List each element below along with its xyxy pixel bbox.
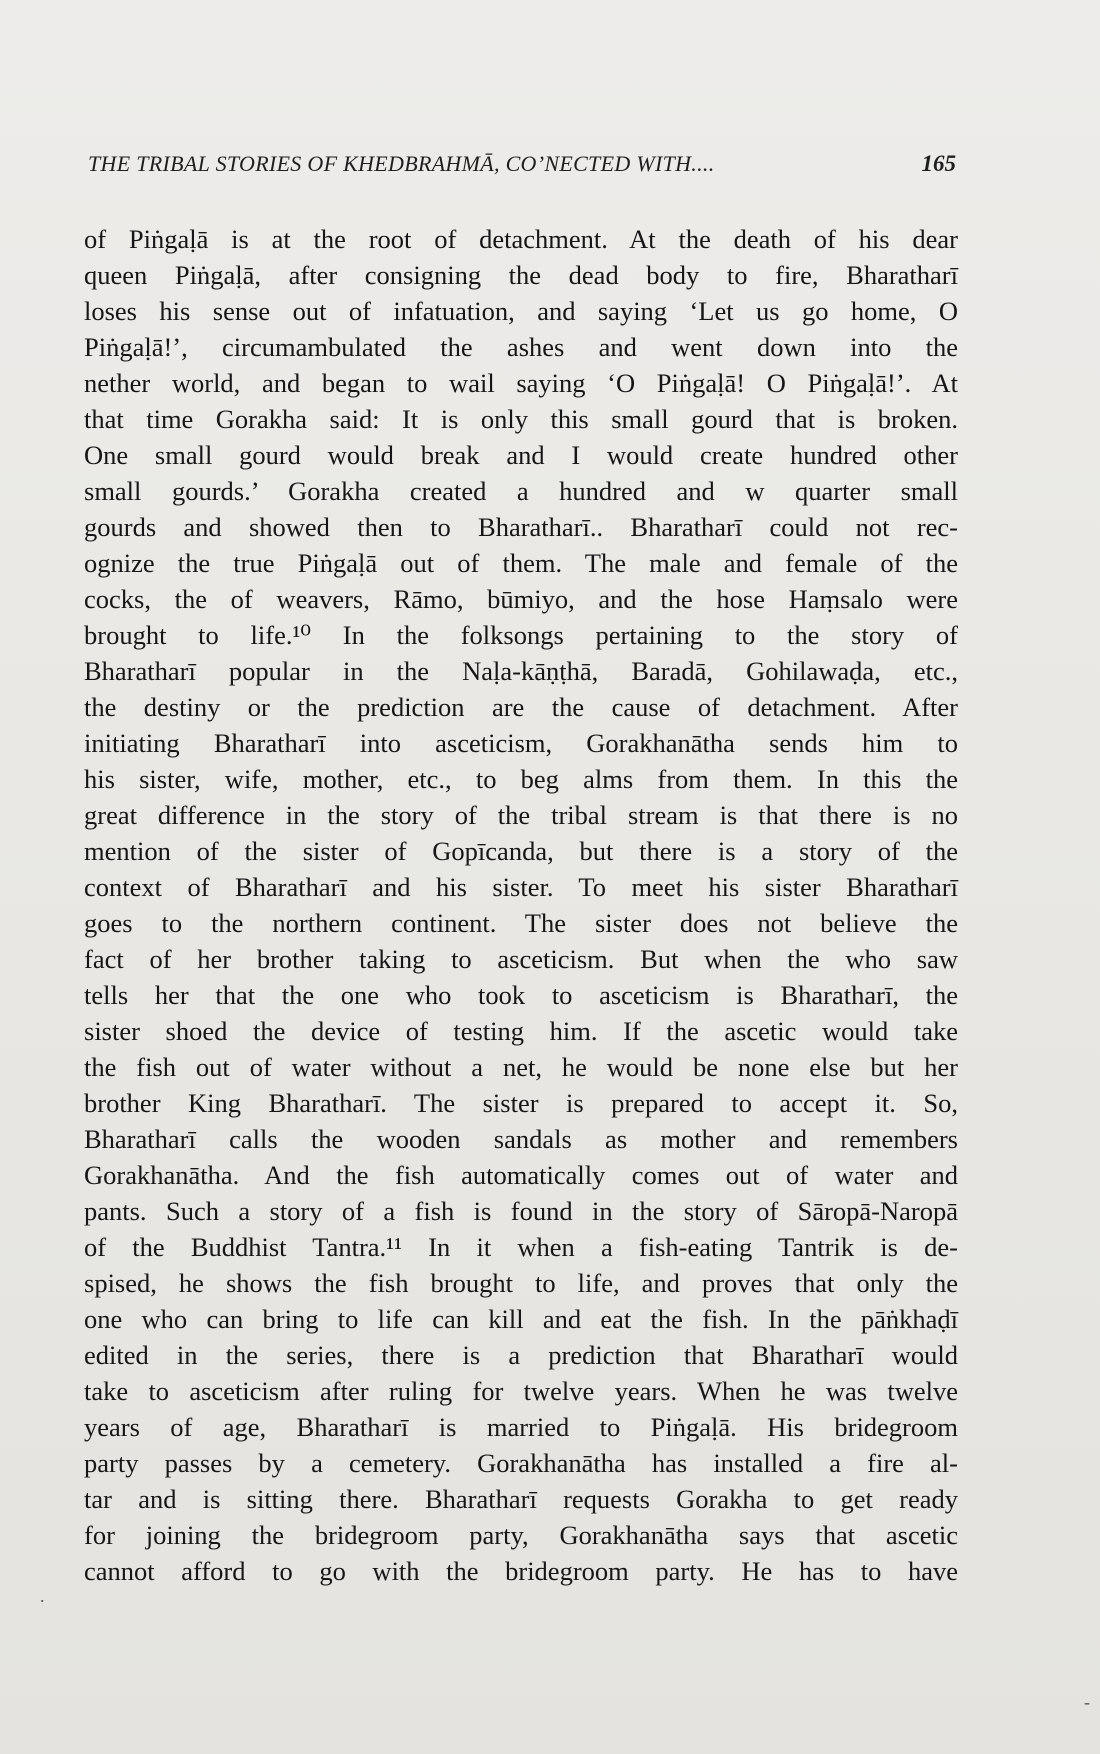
margin-tick: - [1084,1692,1090,1712]
text-line: Gorakhanātha. And the fish automatically comes out of water and [84,1160,958,1190]
text-line: party passes by a cemetery. Gorakhanātha has installed a fire al- [84,1448,958,1478]
text-line: brother King Bharatharī. The sister is prepared to accept it. So, [84,1088,958,1118]
text-line: cocks, the of weavers, Rāmo, būmiyo, and the hose Haṃsalo were [84,584,958,614]
text-line: fact of her brother taking to asceticism. But when the who saw [84,944,958,974]
text-line: mention of the sister of Gopīcanda, but there is a story of the [84,836,958,866]
text-line: great difference in the story of the tribal stream is that there is no [84,800,958,830]
text-line: queen Piṅgaḷā, after consigning the dead body to fire, Bharatharī [84,260,958,290]
text-line: Piṅgaḷā!’, circumambulated the ashes and went down into the [84,332,958,362]
text-line: small gourds.’ Gorakha created a hundred and w quarter small [84,476,958,506]
text-line: One small gourd would break and I would create hundred other [84,440,958,470]
text-line: context of Bharatharī and his sister. To meet his sister Bharatharī [84,872,958,902]
page-header [88,151,956,187]
text-line: of the Buddhist Tantra.¹¹ In it when a fish-eating Tantrik is de- [84,1232,958,1262]
text-line: pants. Such a story of a fish is found in the story of Sāropā-Naropā [84,1196,958,1226]
text-line: cannot afford to go with the bridegroom party. He has to have [84,1556,958,1586]
text-line: nether world, and began to wail saying ‘O Piṅgaḷā! O Piṅgaḷā!’. At [84,368,958,398]
text-line: tar and is sitting there. Bharatharī requests Gorakha to get ready [84,1484,958,1514]
text-line: loses his sense out of infatuation, and saying ‘Let us go home, O [84,296,958,326]
text-line: take to asceticism after ruling for twelve years. When he was twelve [84,1376,958,1406]
text-line: Bharatharī calls the wooden sandals as mother and remembers [84,1124,958,1154]
text-line: Bharatharī popular in the Naḷa-kāṇṭhā, Baradā, Gohilawaḍa, etc., [84,656,958,686]
text-line: spised, he shows the fish brought to life, and proves that only the [84,1268,958,1298]
text-line: his sister, wife, mother, etc., to beg alms from them. In this the [84,764,958,794]
running-title: THE TRIBAL STORIES OF KHEDBRAHMĀ, CO’NECTED WITH.... [88,151,715,176]
text-line: ognize the true Piṅgaḷā out of them. The male and female of the [84,548,958,578]
text-line: tells her that the one who took to asceticism is Bharatharī, the [84,980,958,1010]
body-text [84,221,958,1589]
text-line: of Piṅgaḷā is at the root of detachment. At the death of his dear [84,224,958,254]
text-line: the destiny or the prediction are the cause of detachment. After [84,692,958,722]
text-line: years of age, Bharatharī is married to Piṅgaḷā. His bridegroom [84,1412,958,1442]
text-line: edited in the series, there is a prediction that Bharatharī would [84,1340,958,1370]
text-line: initiating Bharatharī into asceticism, Gorakhanātha sends him to [84,728,958,758]
text-line: sister shoed the device of testing him. If the ascetic would take [84,1016,958,1046]
text-line: for joining the bridegroom party, Gorakhanātha says that ascetic [84,1520,958,1550]
text-line: gourds and showed then to Bharatharī.. Bharatharī could not rec- [84,512,958,542]
text-line: one who can bring to life can kill and eat the fish. In the pāṅkhaḍī [84,1304,958,1334]
margin-speck: . [40,1586,45,1606]
text-line: the fish out of water without a net, he would be none else but her [84,1052,958,1082]
text-line: brought to life.¹⁰ In the folksongs pertaining to the story of [84,620,958,650]
text-line: that time Gorakha said: It is only this small gourd that is broken. [84,404,958,434]
page-number: 165 [921,151,956,176]
text-line: goes to the northern continent. The sister does not believe the [84,908,958,938]
